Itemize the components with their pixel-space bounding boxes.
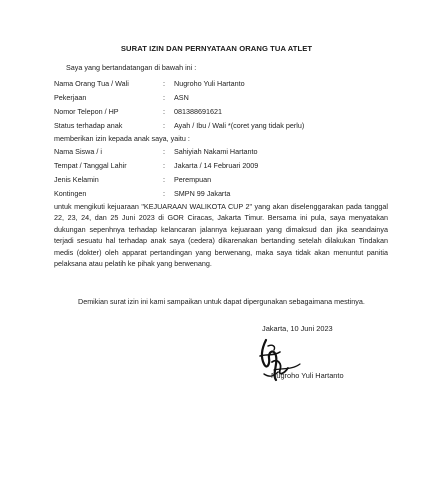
field-row-birth [54,161,394,171]
field-value: 081388691621 [174,107,222,116]
field-label: Jenis Kelamin [54,175,99,184]
field-label: Tempat / Tanggal Lahir [54,161,127,170]
field-row-student-name [54,147,394,157]
field-colon: : [163,93,165,102]
field-value: SMPN 99 Jakarta [174,189,231,198]
field-colon: : [163,147,165,156]
closing-paragraph: Demikian surat izin ini kami sampaikan untuk dapat dipergunakan sebagaimana mestinya. [78,297,365,306]
field-row-parent-name [54,79,394,89]
field-row-status [54,121,394,131]
field-value: Sahiyiah Nakami Hartanto [174,147,258,156]
field-colon: : [163,175,165,184]
field-label: Nama Orang Tua / Wali [54,79,129,88]
field-row-contingent [54,189,394,199]
field-label: Nama Siswa / i [54,147,102,156]
signer-name: Nugroho Yuli Hartanto [271,371,344,380]
field-colon: : [163,121,165,130]
field-value: Ayah / Ibu / Wali *(coret yang tidak perlu) [174,121,305,130]
place-date: Jakarta, 10 Juni 2023 [262,324,333,333]
field-colon: : [163,107,165,116]
field-colon: : [163,161,165,170]
document-title: SURAT IZIN DAN PERNYATAAN ORANG TUA ATLET [120,44,313,53]
field-label: Kontingen [54,189,87,198]
field-row-phone [54,107,394,117]
field-label: Pekerjaan [54,93,87,102]
field-row-gender [54,175,394,185]
field-colon: : [163,189,165,198]
field-colon: : [163,79,165,88]
field-value: Jakarta / 14 Februari 2009 [174,161,259,170]
field-row-occupation [54,93,394,103]
body-paragraph: untuk mengikuti kejuaraan "KEJUARAAN WALIKOTA CUP 2" yang akan diselenggarakan pada tanggal 22, 23, 24, dan 25 Juni 2023 di GOR Ciracas, Jakarta Timur. Bersama ini pula, saya menyatakan dukungan sepenhnya terhadap kelancaran jalannya kejuaraan yang dimaksud dan jika seandainya terjadi sesuatu hal terhadap anak saya (cedera) dikarenakan bertanding setelah dilakukan Tindakan medis (dokter) oleh apparat pertandingan yang berwenang, maka saya tidak akan menuntut panitia pelaksana atau pelatih ke pihak yang berwenang. [54,202,388,269]
intro-text: Saya yang bertandatangan di bawah ini : [66,63,197,72]
permission-line: memberikan izin kepada anak saya, yaitu : [54,134,190,143]
field-label: Status terhadap anak [54,121,123,130]
field-value: ASN [174,93,189,102]
field-label: Nomor Telepon / HP [54,107,119,116]
field-value: Perempuan [174,175,212,184]
field-value: Nugroho Yuli Hartanto [174,79,245,88]
